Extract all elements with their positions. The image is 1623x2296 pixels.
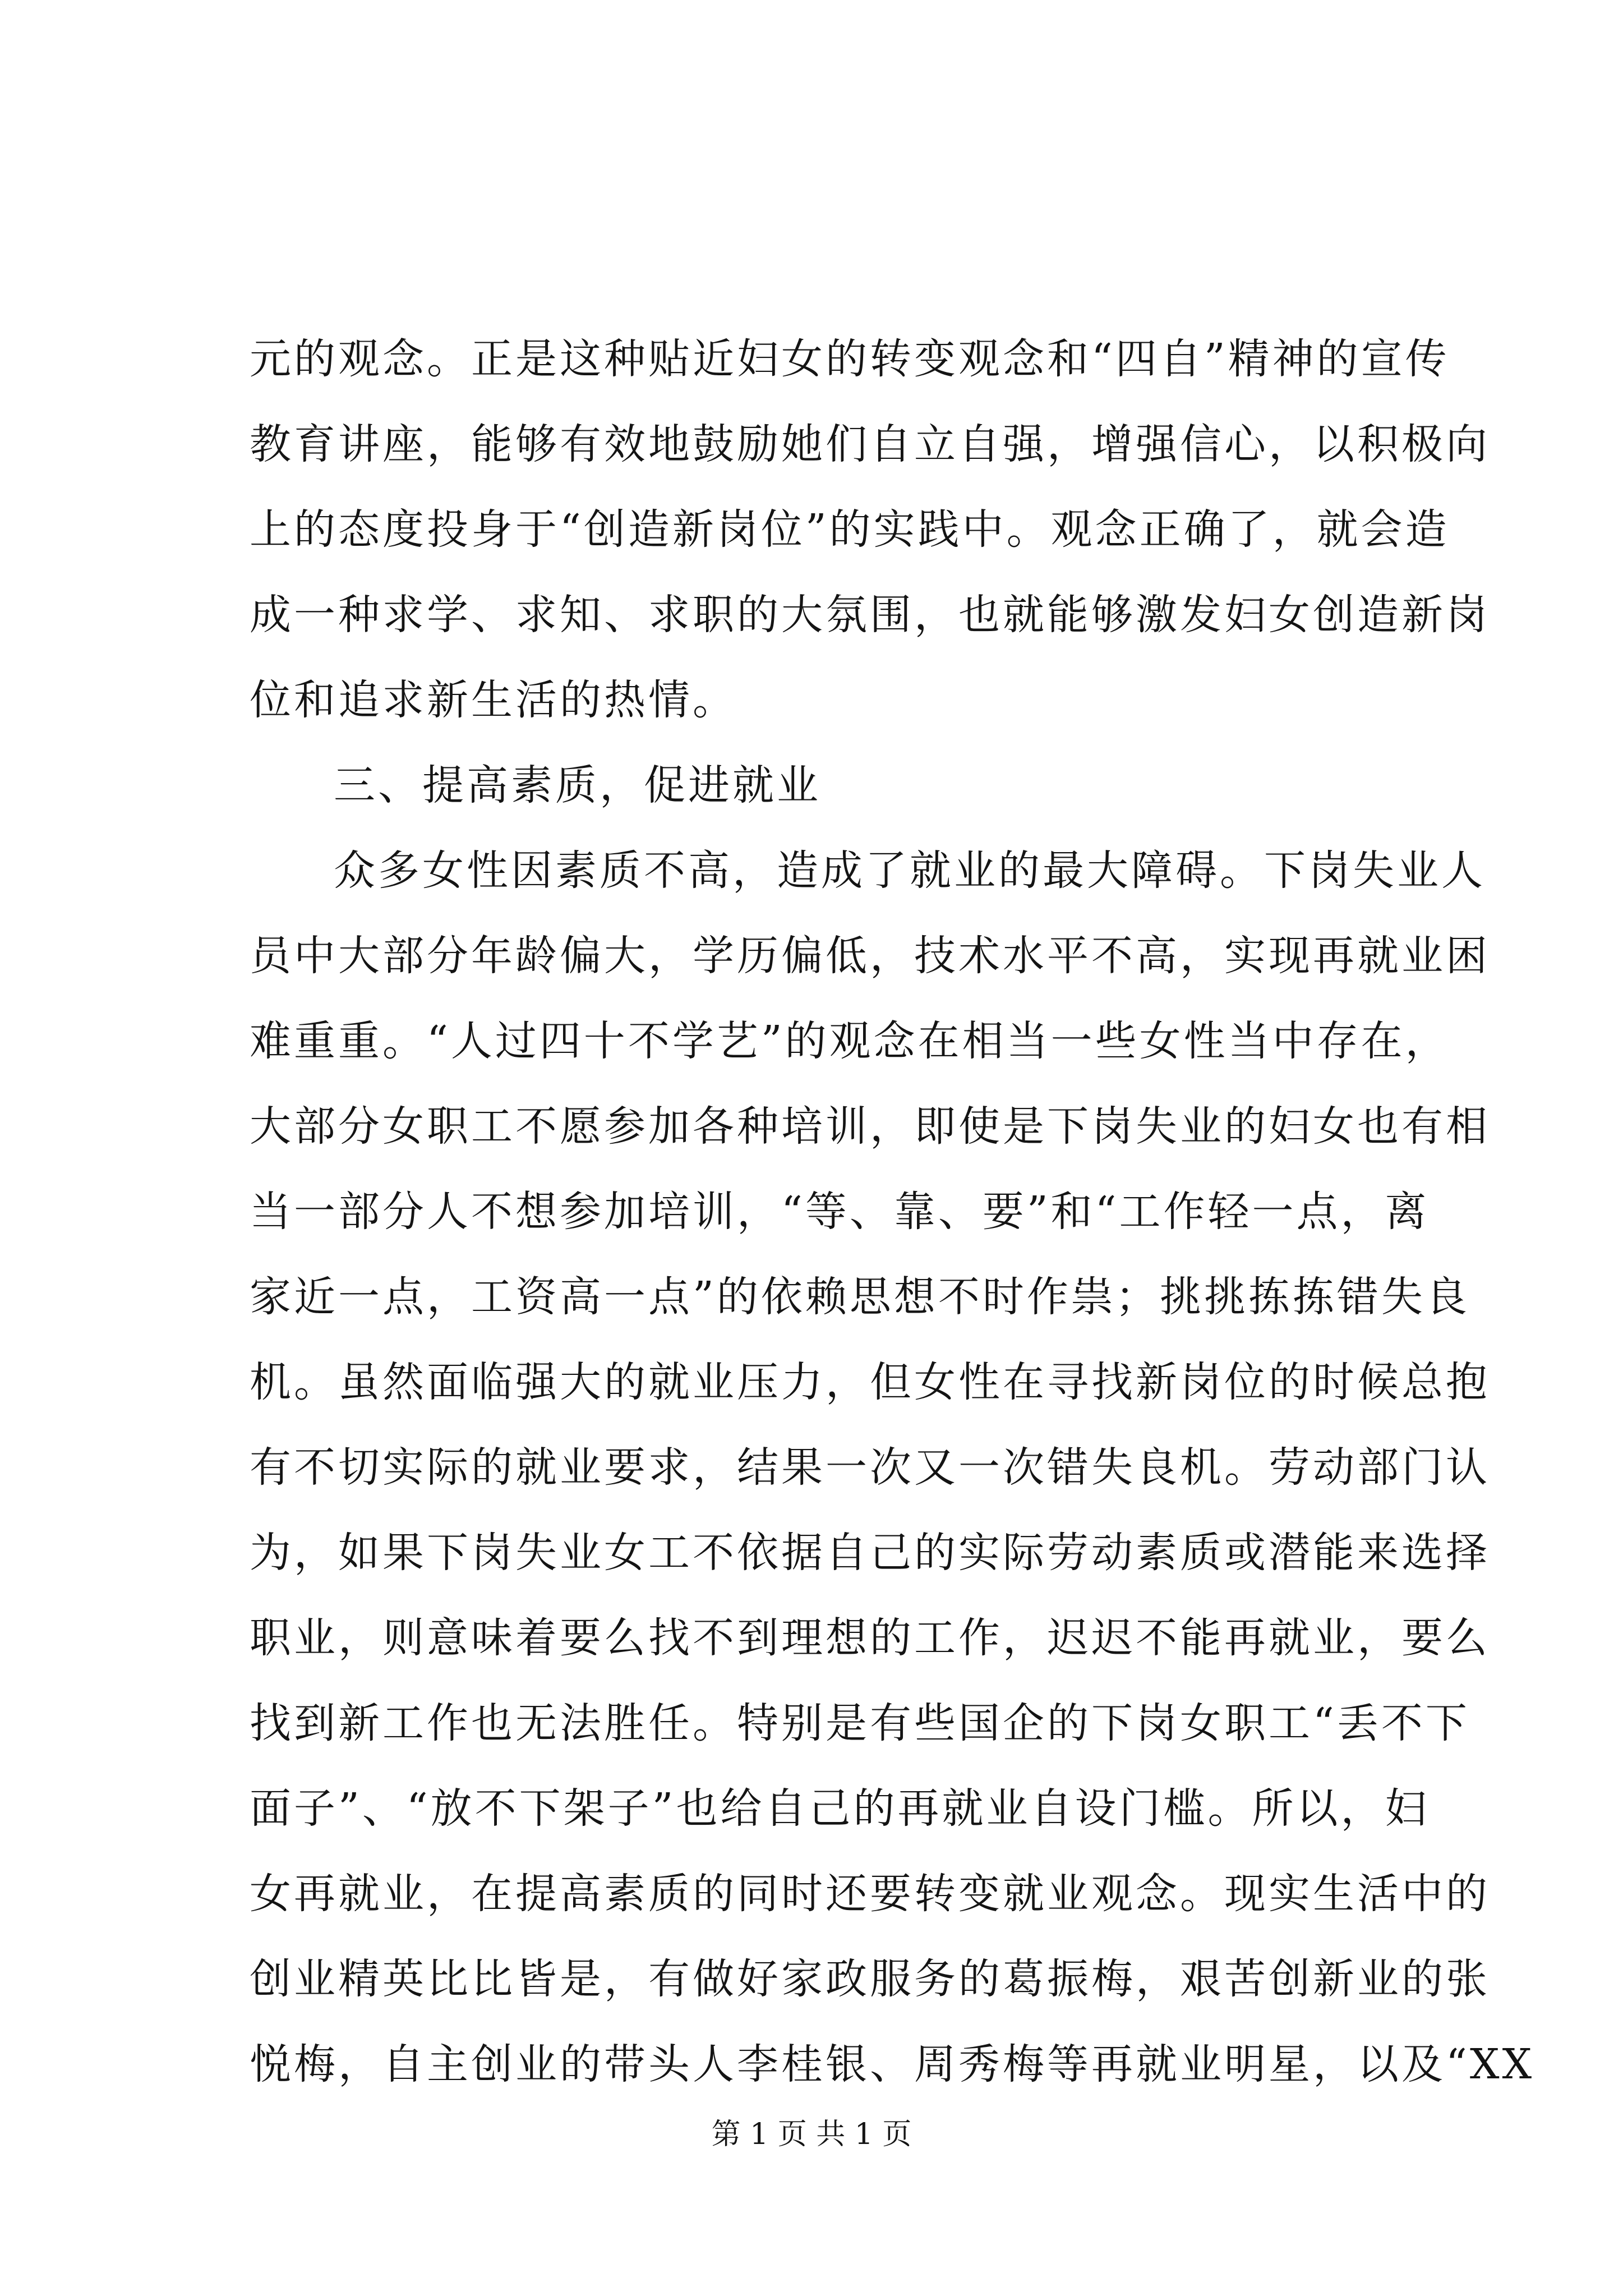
text-line: 上的态度投身于“创造新岗位”的实践中。观念正确了，就会造 [250, 505, 1450, 554]
text-line: 悦梅，自主创业的带头人李桂银、周秀梅等再就业明星，以及“XX [250, 2040, 1535, 2088]
text-line: 成一种求学、求知、求职的大氛围，也就能够激发妇女创造新岗 [250, 591, 1490, 639]
text-line: 家近一点，工资高一点”的依赖思想不时作祟；挑挑拣拣错失良 [250, 1273, 1470, 1321]
text-line: 为，如果下岗失业女工不依据自己的实际劳动素质或潜能来选择 [250, 1529, 1490, 1577]
text-line: 员中大部分年龄偏大，学历偏低，技术水平不高，实现再就业困 [250, 932, 1490, 980]
text-line: 职业，则意味着要么找不到理想的工作，迟迟不能再就业，要么 [250, 1614, 1490, 1662]
text-line: 众多女性因素质不高，造成了就业的最大障碍。下岗失业人 [334, 846, 1486, 895]
text-line: 找到新工作也无法胜任。特别是有些国企的下岗女职工“丢不下 [250, 1699, 1470, 1747]
text-line: 位和追求新生活的热情。 [250, 676, 737, 724]
text-line: 当一部分人不想参加培训，“等、靠、要”和“工作轻一点，离 [250, 1188, 1430, 1236]
text-line: 女再就业，在提高素质的同时还要转变就业观念。现实生活中的 [250, 1870, 1490, 1918]
text-line: 机。虽然面临强大的就业压力，但女性在寻找新岗位的时候总抱 [250, 1358, 1490, 1406]
text-line: 元的观念。正是这种贴近妇女的转变观念和“四自”精神的宣传 [250, 335, 1450, 383]
text-line: 大部分女职工不愿参加各种培训，即使是下岗失业的妇女也有相 [250, 1102, 1490, 1151]
section-heading: 三、提高素质，促进就业 [334, 761, 821, 809]
text-line: 难重重。“人过四十不学艺”的观念在相当一些女性当中存在， [250, 1017, 1450, 1065]
text-line: 教育讲座，能够有效地鼓励她们自立自强，增强信心，以积极向 [250, 420, 1490, 468]
text-line: 有不切实际的就业要求，结果一次又一次错失良机。劳动部门认 [250, 1443, 1490, 1492]
text-line: 创业精英比比皆是，有做好家政服务的葛振梅，艰苦创新业的张 [250, 1955, 1490, 2003]
text-line: 面子”、“放不下架子”也给自己的再就业自设门槛。所以，妇 [250, 1784, 1430, 1833]
page-footer: 第 1 页 共 1 页 [711, 2118, 912, 2151]
